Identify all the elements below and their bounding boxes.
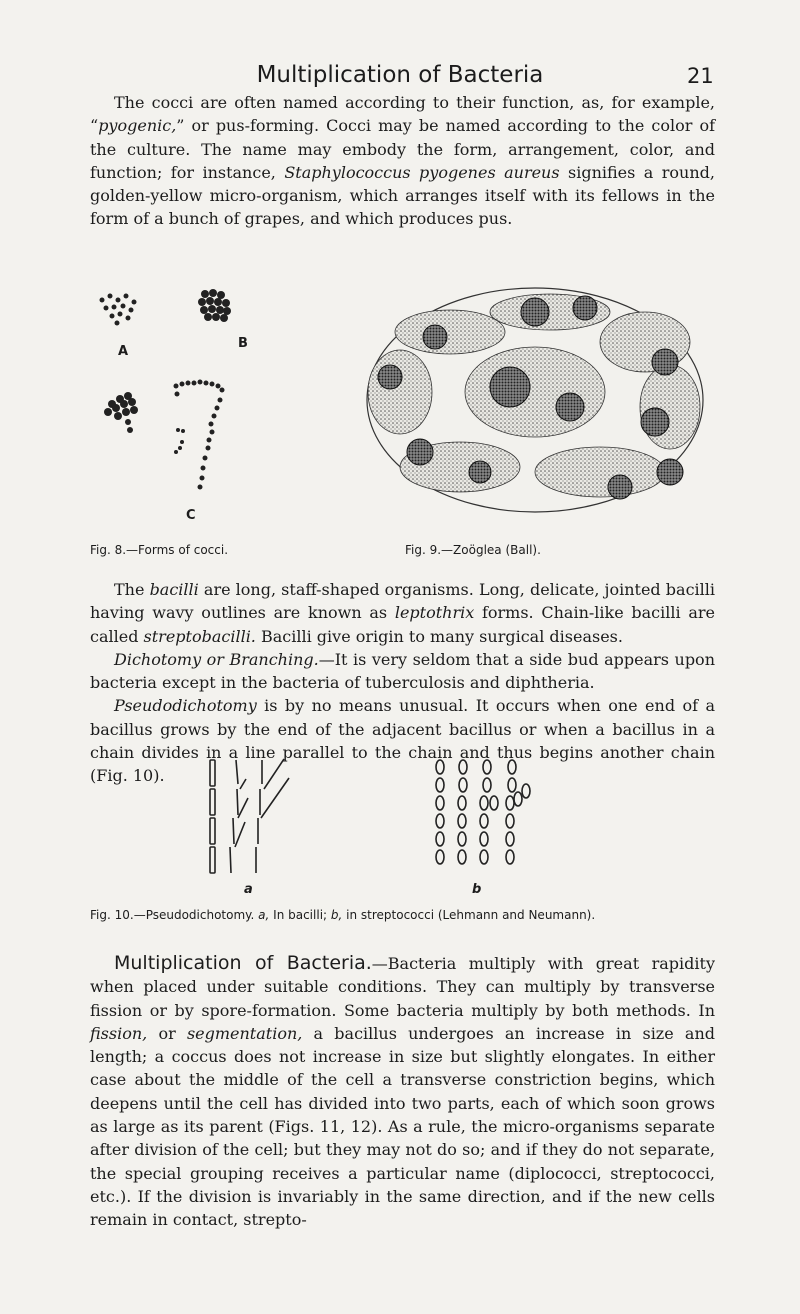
caption-italic: a, (258, 908, 270, 922)
fig10-caption (90, 908, 595, 922)
italic-term: bacilli (149, 580, 199, 599)
text-run: Bacilli give origin to many surgical diseases. (255, 626, 623, 646)
fig8-caption: Fig. 8.—Forms of cocci. (90, 543, 229, 557)
caption-text: Fig. 10.—Pseudodichotomy. (90, 908, 259, 922)
fig8-label-c: C (186, 508, 196, 523)
figure-9 (360, 282, 710, 522)
text-run: or (147, 1023, 187, 1043)
text-run: forms. Chain-like bacilli are called (90, 603, 715, 646)
text-run: —It is very seldom that a side bud appears upon bacteria except in the bacteria of tuberculosis and diphtheria. (90, 649, 715, 693)
text-run: are long, staff-shaped organisms. Long, delicate, jointed bacilli having wavy outlines are known as (90, 580, 715, 623)
italic-term: streptobacilli. (143, 626, 256, 646)
italic-term: leptothrix (394, 603, 475, 623)
pseudodichotomy-illustration (200, 755, 600, 885)
text-run: ” or pus-forming. Cocci may be named according to the color of the culture. The name may embody the form, arrangement, color, and function; for instance, (90, 116, 715, 182)
text-run: signifies a round, golden-yellow micro-organism, which arranges itself with its fellows in the form of a bunch of grapes, and which produces pus. (90, 162, 715, 229)
fig8-label-b: B (238, 336, 248, 351)
page-number: 21 (687, 64, 714, 88)
cocci-chains (174, 380, 225, 490)
cocci-forms-illustration (90, 282, 290, 522)
cocci-group-c-cluster (104, 392, 138, 433)
italic-term: fission, (90, 1023, 148, 1043)
caption-text: in streptococci (Lehmann and Neumann). (342, 908, 596, 922)
italic-subhead: Dichotomy or Branching. (114, 649, 319, 669)
running-header: Multiplication of Bacteria (256, 62, 544, 88)
text-run: —Bacteria multiply with great rapidity when placed under suitable conditions. They can multiply by transverse fission or by spore-formation. Some bacteria multiply by both methods. In (90, 954, 715, 1020)
paragraph-cocci-naming (90, 91, 715, 231)
cocci-group-b (198, 289, 231, 322)
section-heading: Multiplication of Bacteria. (114, 952, 372, 974)
italic-term: pyogenic, (98, 116, 177, 136)
cocci-group-a (100, 294, 137, 326)
italic-term: Staphylococcus pyogenes aureus (284, 162, 560, 182)
italic-term: segmentation, (186, 1023, 303, 1043)
text-run: a bacillus undergoes an increase in size and length; a coccus does not increase in size but slightly elongates. In either case about the middle of the cell a transverse constriction begins, which deepens until the cell has divided into two parts, each of which soon grows as large as its parent (Figs. 11, 12). As a rule, the micro-organisms separate after division of the cell; but they may not do so; and if they do not separate, the special grouping receives a particular name (diplococci, streptococci, etc.). If the division is invariably in the same direction, and if the new cells remain in contact, strepto- (90, 1023, 715, 1230)
fig9-caption: Fig. 9.—Zoöglea (Ball). (405, 543, 541, 557)
streptococci-columns (436, 760, 530, 864)
text-run: The (114, 580, 150, 599)
fig10-label-b: b (472, 882, 482, 897)
figure-8 (90, 282, 290, 522)
caption-text: In bacilli; (269, 908, 331, 922)
text-run: is by no means unusual. It occurs when one end of a bacillus grows by the end of the adjacent bacillus or when a bacillus in a chain divides in a line parallel to the chain and thus begins another chain (Fig. 10). (90, 696, 715, 786)
paragraph-multiplication (90, 952, 715, 1232)
caption-italic: b, (330, 908, 343, 922)
zooglea-illustration (360, 282, 710, 522)
figure-10 (200, 755, 600, 905)
text-run: The cocci are often named according to their function, as, for example, “ (90, 93, 715, 136)
bacilli-columns (210, 759, 289, 873)
italic-term: Pseudodichotomy (114, 696, 257, 716)
fig8-label-a: A (118, 344, 129, 359)
fig10-label-a: a (244, 882, 253, 897)
